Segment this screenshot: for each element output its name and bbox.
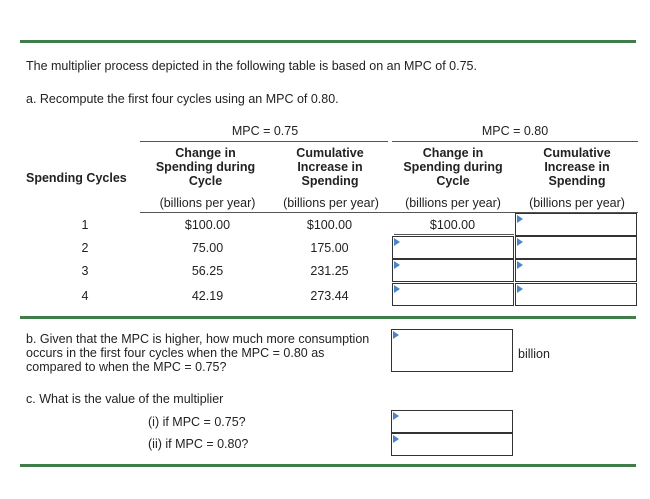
header-line: Spending during xyxy=(403,160,503,174)
header-line: Increase in xyxy=(297,160,363,174)
header-line: Cumulative xyxy=(543,146,611,160)
cum-080-input-row4[interactable] xyxy=(515,283,637,306)
cum-080-input-row3[interactable] xyxy=(515,259,637,282)
multiplier-075-input[interactable] xyxy=(391,410,513,433)
part-a-text: a. Recompute the first four cycles using an MPC of 0.80. xyxy=(26,92,339,106)
group-underline-075 xyxy=(140,141,388,142)
col-header-change-080 xyxy=(394,146,512,188)
row-underline xyxy=(394,234,514,235)
unit-label-change-080: (billions per year) xyxy=(405,196,501,210)
col-header-cycles: Spending Cycles xyxy=(26,171,127,185)
unit-label-cum-075: (billions per year) xyxy=(283,196,379,210)
change-075-value: 75.00 xyxy=(191,241,224,255)
change-080-value: $100.00 xyxy=(429,218,476,232)
flag-icon xyxy=(394,261,400,269)
header-line: Change in xyxy=(422,146,484,160)
flag-icon xyxy=(517,238,523,246)
part-c-question: c. What is the value of the multiplier xyxy=(26,392,224,406)
table-bottom-rule xyxy=(20,316,636,319)
flag-icon xyxy=(517,285,523,293)
group-underline-080 xyxy=(392,141,638,142)
col-header-cum-080 xyxy=(516,146,638,188)
unit-label-cum-080: (billions per year) xyxy=(529,196,625,210)
cum-080-input-row2[interactable] xyxy=(515,236,637,259)
multiplier-080-input[interactable] xyxy=(391,433,513,456)
flag-icon xyxy=(517,215,523,223)
part-b-line: compared to when the MPC = 0.75? xyxy=(26,360,227,374)
unit-label-change-075: (billions per year) xyxy=(159,196,256,210)
cum-075-value: 273.44 xyxy=(310,289,349,303)
cum-080-input-row1[interactable] xyxy=(515,213,637,236)
header-line: Change in xyxy=(175,146,236,160)
flag-icon xyxy=(517,261,523,269)
flag-icon xyxy=(394,285,400,293)
top-rule xyxy=(20,40,636,43)
col-header-change-075 xyxy=(148,146,263,188)
change-075-value: 42.19 xyxy=(191,289,224,303)
header-line: Cycle xyxy=(188,174,223,188)
header-line: Cumulative xyxy=(296,146,364,160)
header-line: Spending xyxy=(301,174,359,188)
group-header-080: MPC = 0.80 xyxy=(481,124,549,138)
cycle-number: 4 xyxy=(81,289,89,303)
cum-075-value: 175.00 xyxy=(310,241,349,255)
change-080-input-row2[interactable] xyxy=(392,236,514,259)
cum-075-value: 231.25 xyxy=(310,264,349,278)
cum-075-value: $100.00 xyxy=(306,218,353,232)
part-b-input[interactable] xyxy=(391,329,513,372)
cycle-number: 3 xyxy=(81,264,89,278)
part-b-unit: billion xyxy=(518,347,550,361)
col-header-cum-075 xyxy=(270,146,390,188)
change-080-input-row4[interactable] xyxy=(392,283,514,306)
change-075-value: 56.25 xyxy=(191,264,224,278)
intro-text: The multiplier process depicted in the following table is based on an MPC of 0.75. xyxy=(26,59,477,73)
part-c-ii-label: (ii) if MPC = 0.80? xyxy=(148,437,249,451)
header-line: Increase in xyxy=(544,160,610,174)
part-c-i-label: (i) if MPC = 0.75? xyxy=(148,415,246,429)
part-b-line: b. Given that the MPC is higher, how much more consumption xyxy=(26,332,370,346)
cycle-number: 2 xyxy=(81,241,89,255)
flag-icon xyxy=(393,435,399,443)
flag-icon xyxy=(393,412,399,420)
flag-icon xyxy=(394,238,400,246)
cycle-number: 1 xyxy=(81,218,89,232)
bottom-rule xyxy=(20,464,636,467)
change-080-input-row3[interactable] xyxy=(392,259,514,282)
flag-icon xyxy=(393,331,399,339)
change-075-value: $100.00 xyxy=(184,218,231,232)
header-line: Spending during xyxy=(155,160,256,174)
header-line: Cycle xyxy=(436,174,470,188)
header-line: Spending xyxy=(548,174,606,188)
group-header-075: MPC = 0.75 xyxy=(231,124,299,138)
part-b-text xyxy=(26,332,369,374)
part-b-line: occurs in the first four cycles when the MPC = 0.80 as xyxy=(26,346,325,360)
